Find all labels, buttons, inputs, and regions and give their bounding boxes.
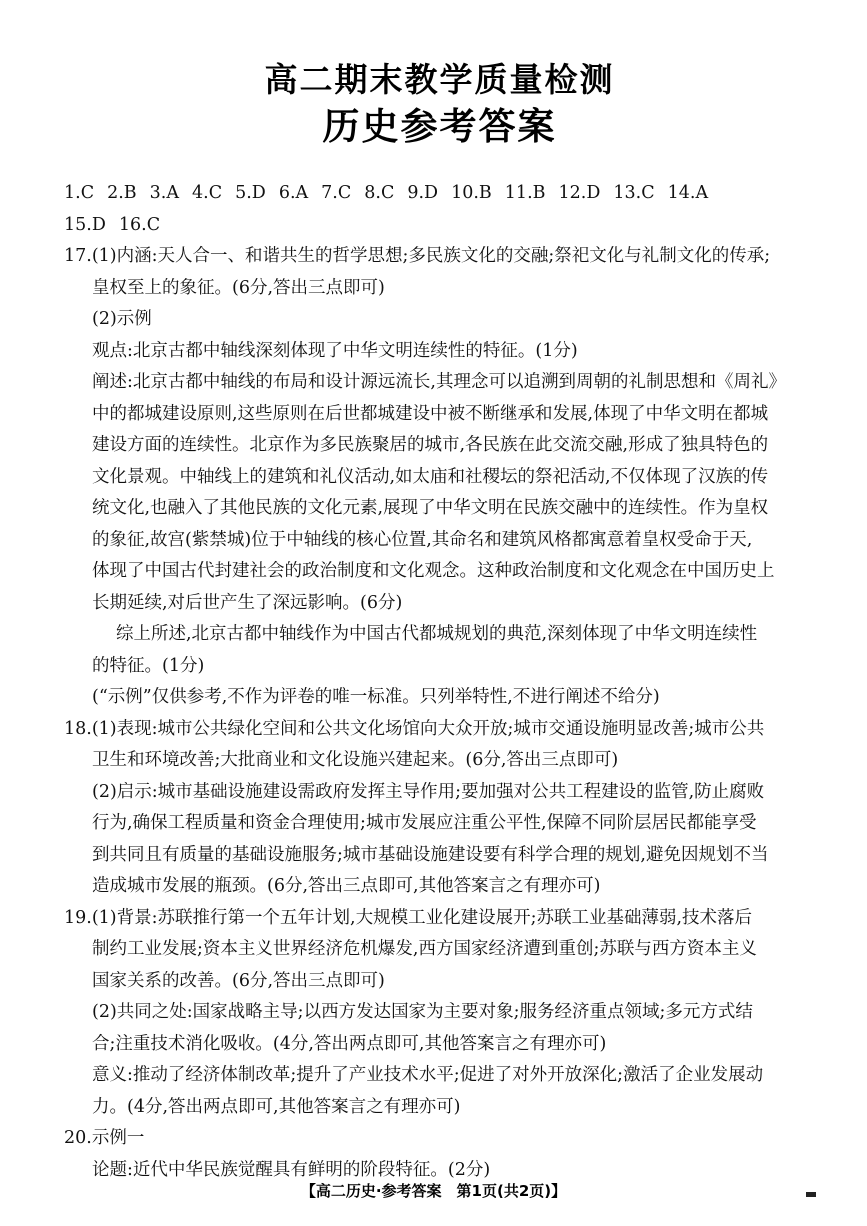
choice-answer: 9.D xyxy=(407,183,439,203)
q19-line: 国家关系的改善。(6分,答出三点即可) xyxy=(92,970,385,991)
q18-line: 行为,确保工程质量和资金合理使用;城市发展应注重公平性,保障不同阶层居民都能享受 xyxy=(92,813,757,833)
q17-line: 的特征。(1分) xyxy=(92,655,205,676)
q19-line: (2)共同之处:国家战略主导;以西方发达国家为主要对象;服务经济重点领域;多元方式结 xyxy=(92,1002,753,1022)
choice-answers-row-2 xyxy=(64,210,815,242)
q17-line: (2)示例 xyxy=(92,309,152,329)
choice-answer: 5.D xyxy=(235,183,266,203)
exam-title: 高二期末教学质量检测 xyxy=(264,60,615,99)
q17-line: 观点:北京古都中轴线深刻体现了中华文明连续性的特征。(1分) xyxy=(92,340,578,361)
choice-answer: 7.C xyxy=(321,183,352,203)
choice-answer: 1.C xyxy=(64,183,95,203)
choice-answer: 12.D xyxy=(558,183,601,203)
corner-mark xyxy=(806,1192,816,1197)
choice-answer: 15.D xyxy=(64,214,106,235)
choice-answer: 8.C xyxy=(364,183,395,203)
q17-line: 体现了中国古代封建社会的政治制度和文化观念。这种政治制度和文化观念在中国历史上 xyxy=(92,561,775,581)
q17-line: 统文化,也融入了其他民族的文化元素,展现了中华文明在民族交融中的连续性。作为皇权 xyxy=(92,498,769,518)
q19-line: 意义:推动了经济体制改革;提升了产业技术水平;促进了对外开放深化;激活了企业发展动 xyxy=(92,1065,764,1085)
choice-answer: 3.A xyxy=(149,183,179,203)
q17-line: 皇权至上的象征。(6分,答出三点即可) xyxy=(92,277,385,298)
choice-answer: 4.C xyxy=(192,183,223,203)
q18-line: (2)启示:城市基础设施建设需政府发挥主导作用;要加强对公共工程建设的监管,防止腐败 xyxy=(92,781,765,802)
choice-answer: 2.B xyxy=(107,183,137,203)
q18-line: 18.(1)表现:城市公共绿化空间和公共文化场馆向大众开放;城市交通设施明显改善;城市公共 xyxy=(64,718,765,739)
q19-line: 制约工业发展;资本主义世界经济危机爆发,西方国家经济遭到重创;苏联与西方资本主义 xyxy=(92,939,757,959)
q17-line: 文化景观。中轴线上的建筑和礼仪活动,如太庙和社稷坛的祭祀活动,不仅体现了汉族的传 xyxy=(92,466,769,487)
q17-line: 阐述:北京古都中轴线的布局和设计源远流长,其理念可以追溯到周朝的礼制思想和《周礼》 xyxy=(92,372,786,392)
choice-answer: 10.B xyxy=(451,183,492,203)
choice-answer: 11.B xyxy=(504,183,546,203)
q19-line: 19.(1)背景:苏联推行第一个五年计划,大规模工业化建设展开;苏联工业基础薄弱,技术落后 xyxy=(64,907,753,928)
q19-line: 合;注重技术消化吸收。(4分,答出两点即可,其他答案言之有理亦可) xyxy=(92,1033,607,1054)
q19-line: 力。(4分,答出两点即可,其他答案言之有理亦可) xyxy=(92,1096,461,1117)
choice-answer: 6.A xyxy=(278,183,309,203)
q17-line: 17.(1)内涵:天人合一、和谐共生的哲学思想;多民族文化的交融;祭祀文化与礼制文化的传承; xyxy=(64,246,771,266)
q18-line: 卫生和环境改善;大批商业和文化设施兴建起来。(6分,答出三点即可) xyxy=(92,750,619,770)
q18-line: 到共同且有质量的基础设施服务;城市基础设施建设要有科学合理的规划,避免因规划不当 xyxy=(92,844,769,865)
q17-line: 中的都城建设原则,这些原则在后世都城建设中被不断继承和发展,体现了中华文明在都城 xyxy=(92,403,769,424)
q17-line: 综上所述,北京古都中轴线作为中国古代都城规划的典范,深刻体现了中华文明连续性 xyxy=(116,624,758,644)
choice-answers-row-1 xyxy=(64,178,815,210)
page-footer: 【高二历史·参考答案 第1页(共2页)】 xyxy=(300,1182,567,1200)
q18-line: 造成城市发展的瓶颈。(6分,答出三点即可,其他答案言之有理亦可) xyxy=(92,876,601,896)
q17-note: (“示例”仅供参考,不作为评卷的唯一标准。只列举特性,不进行阐述不给分) xyxy=(92,687,660,707)
q20-line: 论题:近代中华民族觉醒具有鲜明的阶段特征。(2分) xyxy=(92,1159,491,1180)
q17-line: 长期延续,对后世产生了深远影响。(6分) xyxy=(92,592,403,613)
q17-line: 建设方面的连续性。北京作为多民族聚居的城市,各民族在此交流交融,形成了独具特色的 xyxy=(92,435,769,455)
q20-line: 20.示例一 xyxy=(64,1128,145,1148)
choice-answer: 14.A xyxy=(667,183,709,203)
answer-key-title: 历史参考答案 xyxy=(322,105,557,148)
q17-line: 的象征,故宫(紫禁城)位于中轴线的核心位置,其命名和建筑风格都寓意着皇权受命于天, xyxy=(92,529,753,550)
choice-answer: 16.C xyxy=(118,214,161,235)
choice-answer: 13.C xyxy=(613,183,655,203)
